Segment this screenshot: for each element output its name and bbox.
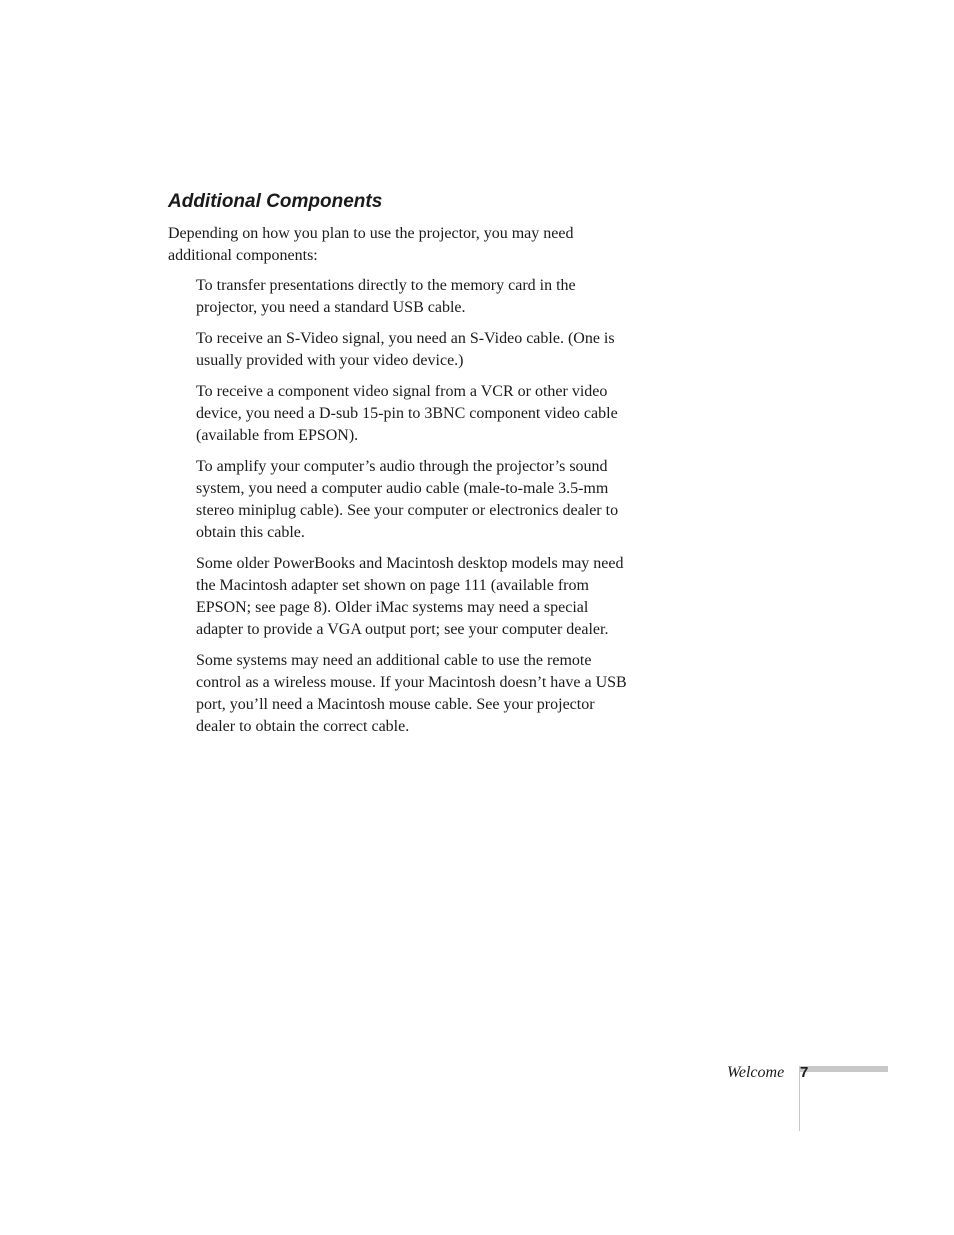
list-item: Some older PowerBooks and Macintosh desktop models may need the Macintosh adapter set shown on page 111 (available from EPSON; see page 8). Older iMac systems may need a special adapter to provide a VGA output port; see your computer dealer. xyxy=(196,555,624,638)
list-item: To receive an S-Video signal, you need an S-Video cable. (One is usually provided with your video device.) xyxy=(196,330,615,369)
page-number: 7 xyxy=(800,1064,809,1081)
footer-chapter-label: Welcome xyxy=(727,1064,785,1081)
list-item: To receive a component video signal from a VCR or other video device, you need a D-sub 15-pin to 3BNC component video cable (available from EPSON). xyxy=(196,383,618,444)
component-list xyxy=(196,275,636,747)
footer-bar xyxy=(800,1066,888,1072)
list-item: Some systems may need an additional cable to use the remote control as a wireless mouse. If your Macintosh doesn’t have a USB port, you’ll need a Macintosh mouse cable. See your projector dealer to obtain the correct cable. xyxy=(196,652,627,735)
section-heading: Additional Components xyxy=(168,191,383,212)
intro-paragraph: Depending on how you plan to use the projector, you may need additional components: xyxy=(168,225,574,264)
list-item: To transfer presentations directly to the memory card in the projector, you need a standard USB cable. xyxy=(196,277,576,316)
list-item: To amplify your computer’s audio through the projector’s sound system, you need a computer audio cable (male-to-male 3.5-mm stereo miniplug cable). See your computer or electronics dealer to obtain this cable. xyxy=(196,458,619,541)
